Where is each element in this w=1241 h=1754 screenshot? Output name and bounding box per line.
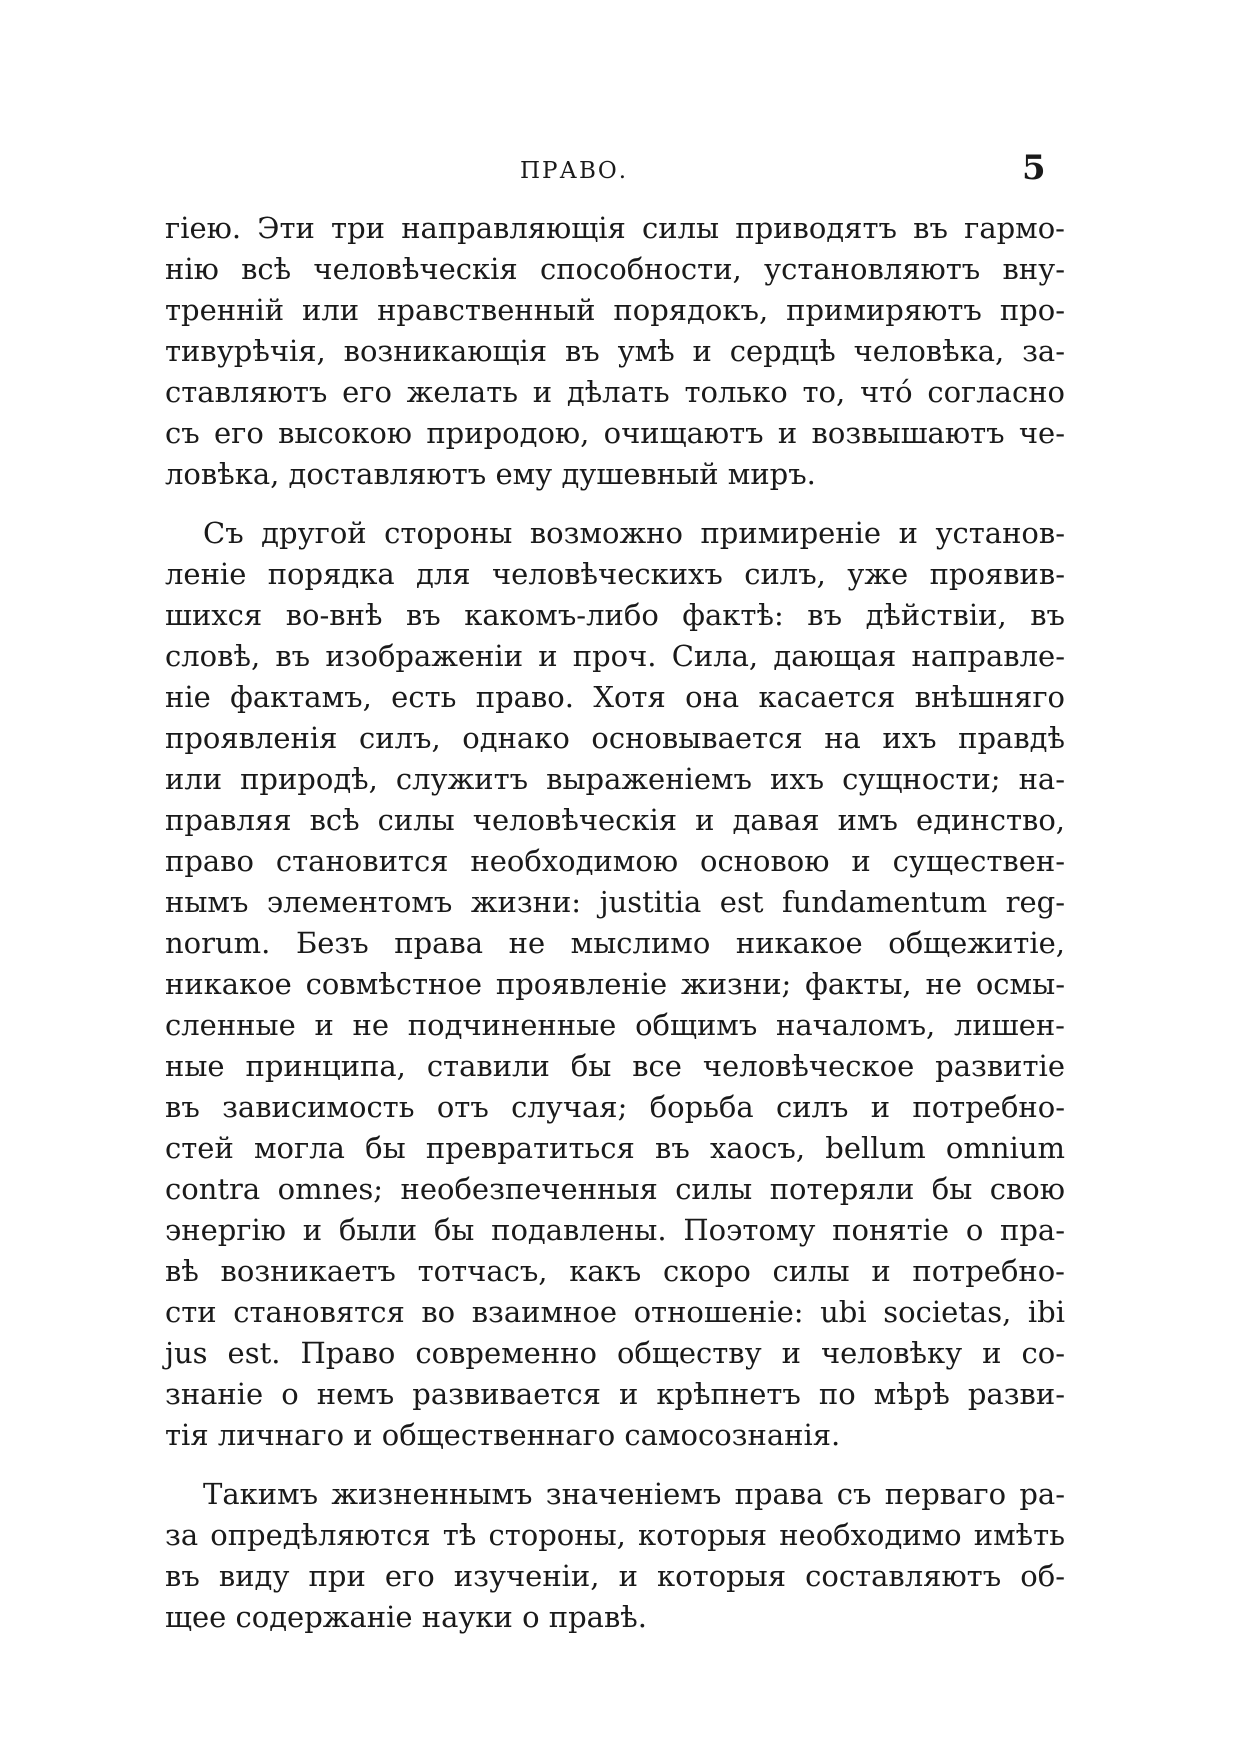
text-line: или природѣ, служитъ выраженіемъ ихъ сущности; на-	[165, 762, 1065, 796]
text-line: стей могла бы превратиться въ хаосъ, bellum omnium	[165, 1131, 1065, 1165]
text-line: тренній или нравственный порядокъ, примиряютъ про-	[165, 293, 1065, 327]
text-line: сти становятся во взаимное отношеніе: ubi societas, ibi	[165, 1295, 1065, 1329]
text-line: ные принципа, ставили бы все человѣческое развитіе	[165, 1049, 1065, 1083]
text-line: знаніе о немъ развивается и крѣпнетъ по мѣрѣ разви-	[165, 1377, 1065, 1411]
text-line: нымъ элементомъ жизни: justitia est fundamentum reg-	[165, 885, 1065, 919]
text-line: съ его высокою природою, очищаютъ и возвышаютъ че-	[165, 416, 1065, 450]
paragraph-3	[165, 1474, 1065, 1638]
text-line: правляя всѣ силы человѣческія и давая имъ единство,	[165, 803, 1065, 837]
text-line: jus est. Право современно обществу и человѣку и со-	[165, 1336, 1065, 1370]
text-line: проявленія силъ, однако основывается на ихъ правдѣ	[165, 721, 1065, 755]
paragraph-1	[165, 208, 1065, 495]
text-line: тивурѣчія, возникающія въ умѣ и сердцѣ человѣка, за-	[165, 334, 1065, 368]
text-line: вѣ возникаетъ тотчасъ, какъ скоро силы и потребно-	[165, 1254, 1065, 1288]
text-line: ніе фактамъ, есть право. Хотя она касается внѣшняго	[165, 680, 1065, 714]
text-line: за опредѣляются тѣ стороны, которыя необходимо имѣть	[165, 1518, 1065, 1552]
text-line: нію всѣ человѣческія способности, установляютъ вну-	[165, 252, 1065, 286]
text-line: щее содержаніе науки о правѣ.	[165, 1600, 647, 1634]
text-line: словѣ, въ изображеніи и проч. Сила, дающая направле-	[165, 639, 1065, 673]
text-line: право становится необходимою основою и существен-	[165, 844, 1065, 878]
text-line: Съ другой стороны возможно примиреніе и установ-	[203, 516, 1065, 550]
text-line: ловѣка, доставляютъ ему душевный миръ.	[165, 457, 816, 491]
text-line: никакое совмѣстное проявленіе жизни; факты, не осмы-	[165, 967, 1065, 1001]
text-line: ставляютъ его желать и дѣлать только то, что́ согласно	[165, 375, 1065, 409]
text-line: шихся во-внѣ въ какомъ-либо фактѣ: въ дѣйствіи, въ	[165, 598, 1065, 632]
text-line: contra omnes; необезпеченныя силы потеряли бы свою	[165, 1172, 1065, 1206]
text-line: энергію и были бы подавлены. Поэтому понятіе о пра-	[165, 1213, 1065, 1247]
text-line: въ виду при его изученіи, и которыя составляютъ об-	[165, 1559, 1065, 1593]
text-line: norum. Безъ права не мыслимо никакое общежитіе,	[165, 926, 1065, 960]
text-line: тія личнаго и общественнаго самосознанія.	[165, 1418, 841, 1452]
body-text	[165, 208, 1065, 1656]
running-title: ПРАВО.	[520, 158, 629, 184]
page-number: 5	[1022, 148, 1046, 188]
text-line: Такимъ жизненнымъ значеніемъ права съ перваго ра-	[203, 1477, 1065, 1511]
text-line: сленные и не подчиненные общимъ началомъ, лишен-	[165, 1008, 1065, 1042]
paragraph-2	[165, 513, 1065, 1456]
text-line: въ зависимость отъ случая; борьба силъ и потребно-	[165, 1090, 1065, 1124]
text-line: гіею. Эти три направляющія силы приводятъ въ гармо-	[165, 211, 1065, 245]
text-line: леніе порядка для человѣческихъ силъ, уже проявив-	[165, 557, 1065, 591]
